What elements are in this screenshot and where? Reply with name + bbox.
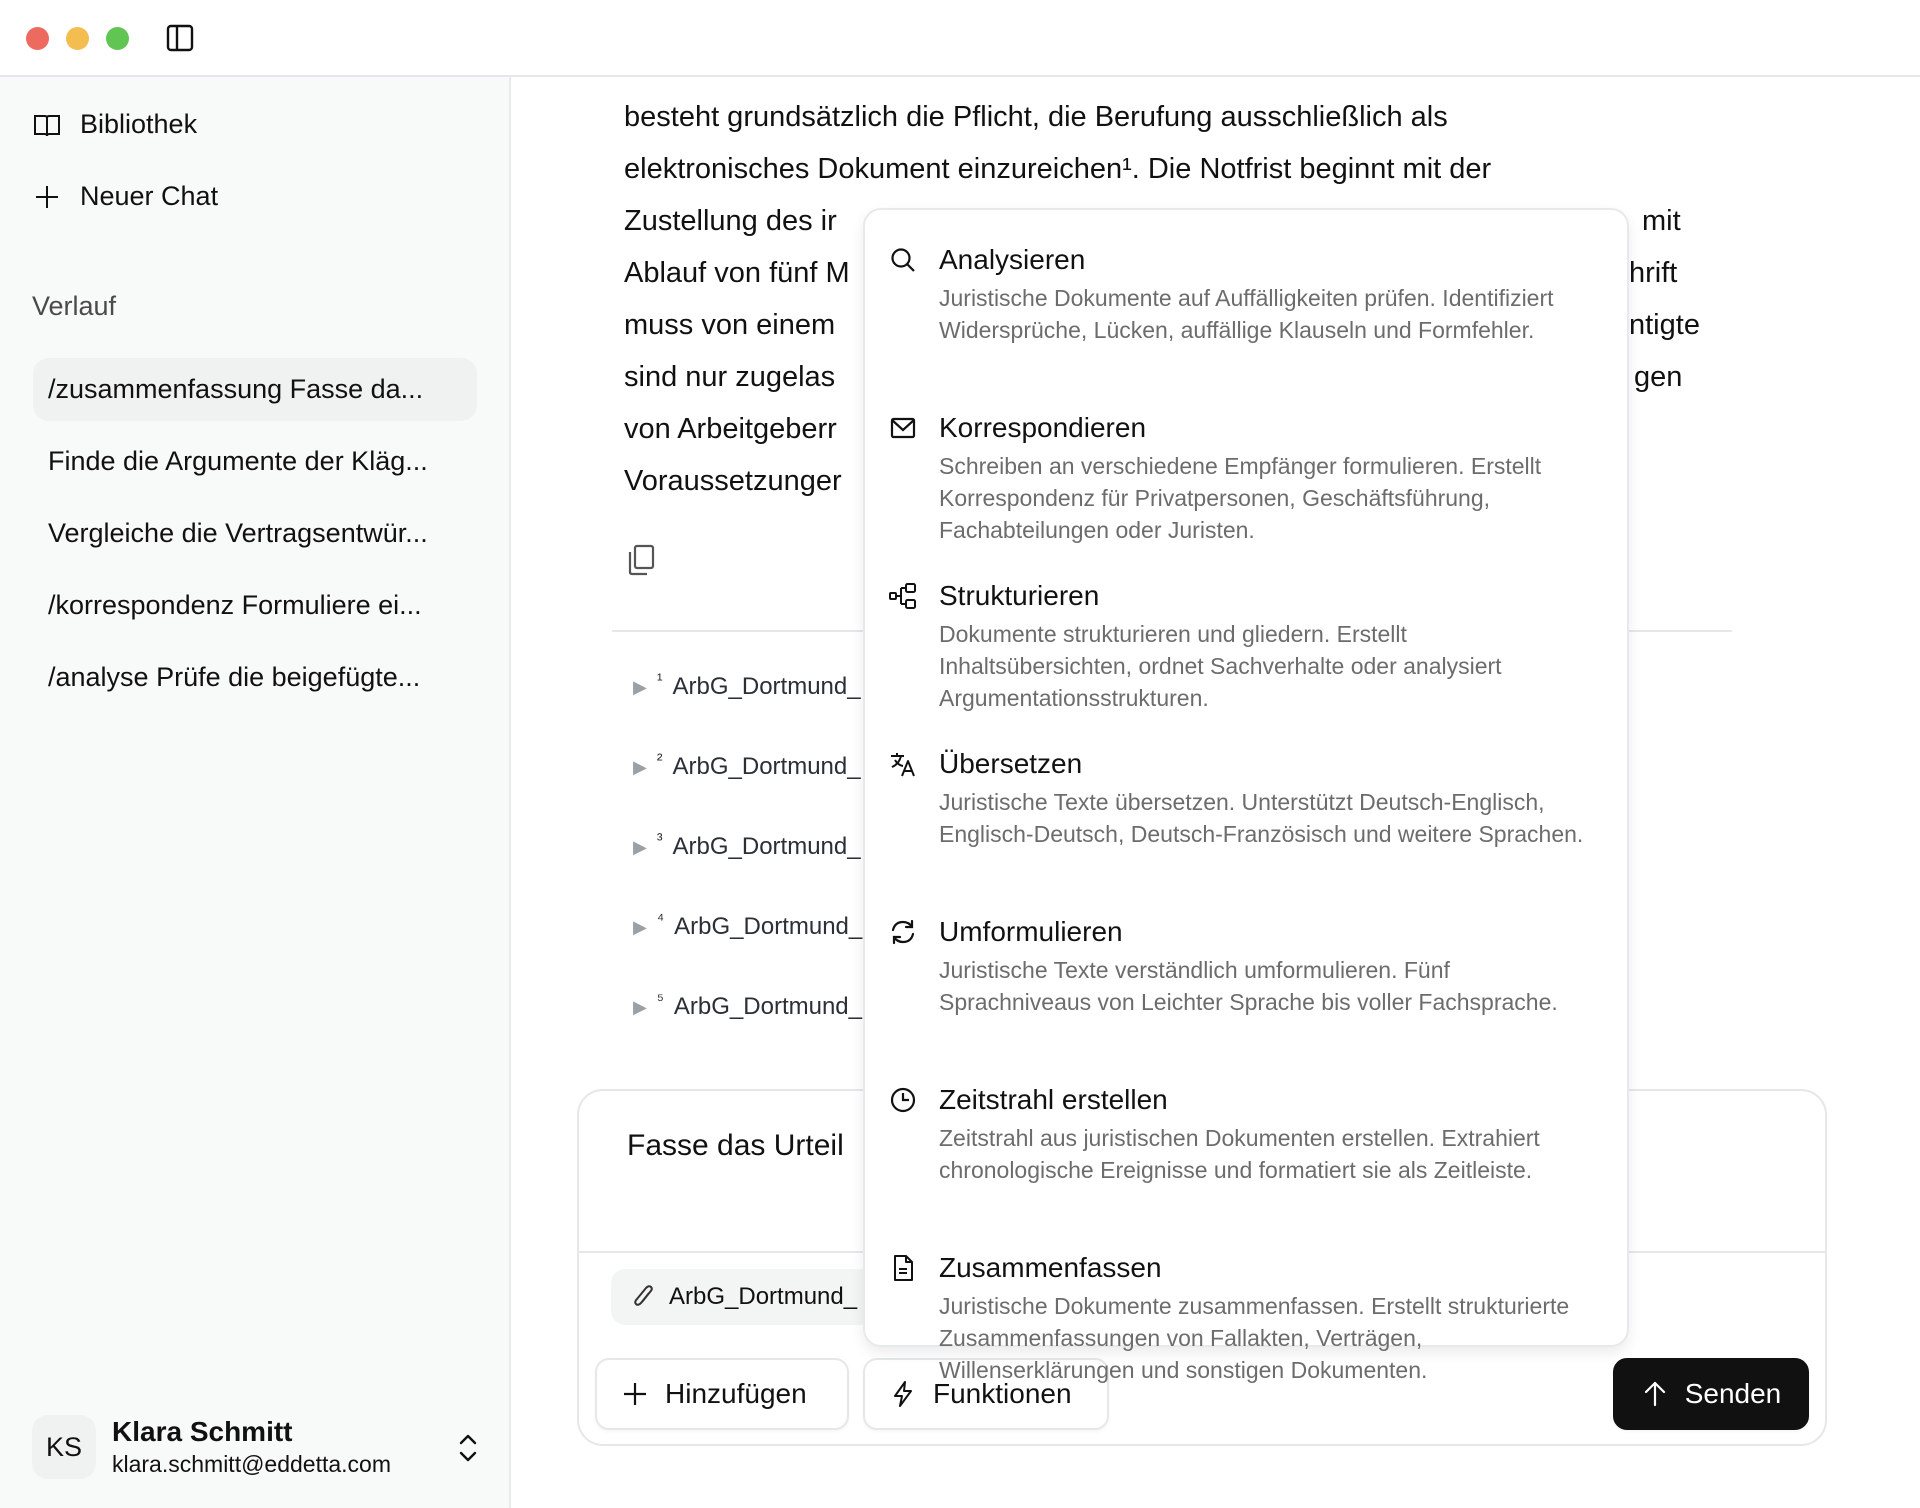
history-item[interactable] — [33, 358, 477, 421]
add-button[interactable]: Hinzufügen — [595, 1358, 849, 1430]
user-name: Klara Schmitt — [112, 1416, 293, 1447]
footnote-source[interactable]: ▶ ¹ ArbG_Dortmund_ — [633, 670, 861, 700]
refresh-icon — [889, 918, 917, 946]
sidebar-item-label: Neuer Chat — [80, 181, 219, 211]
copy-icon[interactable] — [625, 543, 657, 577]
history-item-label: /analyse Prüfe die beigefügte... — [48, 662, 421, 692]
answer-line: von Arbeitgeberr — [624, 413, 837, 445]
answer-line: elektronisches Dokument einzureichen¹. Die Notfrist beginnt mit der — [624, 153, 1492, 185]
history-item-label: Vergleiche die Vertragsentwür... — [48, 518, 428, 548]
disclosure-triangle-icon: ▶ — [633, 836, 647, 857]
arrow-up-icon — [1641, 1380, 1669, 1408]
functions-button[interactable]: Funktionen — [863, 1358, 1109, 1430]
translate-icon — [889, 750, 917, 778]
footnote-source[interactable]: ▶ ⁵ ArbG_Dortmund_ — [633, 990, 862, 1020]
history-section-label: Verlauf — [32, 291, 117, 321]
menu-item-strukturieren[interactable]: Strukturieren Dokumente strukturieren und gliedern. Erstellt Inhaltsübersichten, ordnet Sachverhalte oder analysiert Argumentationsstrukturen. — [865, 566, 1627, 726]
history-item-label: /korrespondenz Formuliere ei... — [48, 590, 422, 620]
answer-line: besteht grundsätzlich die Pflicht, die Berufung ausschließlich als — [624, 101, 1448, 133]
avatar: KS — [32, 1415, 96, 1479]
user-email: klara.schmitt@eddetta.com — [112, 1451, 392, 1477]
book-icon — [32, 110, 62, 140]
document-icon — [889, 1254, 917, 1282]
footnote-source[interactable]: ▶ ³ ArbG_Dortmund_ — [633, 830, 861, 860]
attachment-chip[interactable] — [611, 1269, 881, 1325]
sidebar — [0, 77, 511, 1508]
history-item-label: /zusammenfassung Fasse da... — [48, 374, 424, 404]
menu-item-zusammenfassen[interactable]: Zusammenfassen Juristische Dokumente zusammenfassen. Erstellt strukturierte Zusammenfassungen von Fallakten, Verträgen, Willenserklärungen und sonstigen Dokumenten. — [865, 1238, 1627, 1398]
close-window-button[interactable] — [26, 27, 49, 50]
menu-item-uebersetzen[interactable]: Übersetzen Juristische Texte übersetzen. Unterstützt Deutsch-Englisch, Englisch-Deutsch, Deutsch-Französisch und weitere Sprachen. — [865, 734, 1627, 894]
history-item[interactable] — [33, 430, 477, 493]
functions-menu — [863, 208, 1629, 1383]
footnote-source[interactable]: ▶ ² ArbG_Dortmund_ — [633, 750, 861, 780]
menu-item-korrespondieren[interactable]: Korrespondieren Schreiben an verschiedene Empfänger formulieren. Erstellt Korrespondenz für Privatpersonen, Geschäftsführung, Fachabteilungen oder Juristen. — [865, 398, 1627, 558]
attachment-name: ArbG_Dortmund_ — [669, 1283, 858, 1310]
disclosure-triangle-icon: ▶ — [633, 756, 647, 777]
history-item-label: Finde die Argumente der Kläg... — [48, 446, 428, 476]
answer-line: Voraussetzunger — [624, 465, 842, 497]
answer-line: muss von einem ntigte — [624, 309, 1700, 341]
minimize-window-button[interactable] — [66, 27, 89, 50]
plus-icon — [621, 1380, 649, 1408]
history-item[interactable] — [33, 574, 477, 637]
paperclip-icon — [633, 1284, 655, 1310]
search-icon — [889, 246, 917, 274]
menu-item-zeitstrahl[interactable]: Zeitstrahl erstellen Zeitstrahl aus juristischen Dokumenten erstellen. Extrahiert chronologische Ereignisse und formatiert sie als Zeitleiste. — [865, 1070, 1627, 1230]
structure-icon — [889, 582, 917, 610]
disclosure-triangle-icon: ▶ — [633, 916, 647, 937]
mail-icon — [889, 414, 917, 442]
answer-line: sind nur zugelas gen — [624, 361, 1683, 393]
zoom-window-button[interactable] — [106, 27, 129, 50]
answer-line: Zustellung des ir mit — [624, 205, 1681, 237]
new-chat-button[interactable] — [32, 181, 218, 212]
history-item[interactable] — [33, 646, 477, 709]
sidebar-item-label: Bibliothek — [80, 109, 198, 139]
send-button[interactable]: Senden — [1613, 1358, 1809, 1430]
answer-line: Ablauf von fünf M hrift — [624, 257, 1678, 289]
footnote-source[interactable]: ▶ ⁴ ArbG_Dortmund_ — [633, 910, 863, 940]
menu-item-umformulieren[interactable]: Umformulieren Juristische Texte verständlich umformulieren. Fünf Sprachniveaus von Leichter Sprache bis voller Fachsprache. — [865, 902, 1627, 1062]
disclosure-triangle-icon: ▶ — [633, 676, 647, 697]
clock-icon — [889, 1086, 917, 1114]
menu-item-analysieren[interactable]: Analysieren Juristische Dokumente auf Auffälligkeiten prüfen. Identifiziert Widersprüche, Lücken, auffällige Klauseln und Formfehler. — [865, 230, 1627, 390]
plus-icon — [32, 182, 62, 212]
sidebar-toggle-icon[interactable] — [165, 23, 195, 53]
history-item[interactable] — [33, 502, 477, 565]
user-account-menu[interactable] — [32, 1411, 482, 1483]
chevron-up-down-icon — [454, 1431, 482, 1465]
disclosure-triangle-icon: ▶ — [633, 996, 647, 1017]
user-info — [112, 1415, 391, 1479]
sidebar-item-bibliothek[interactable] — [32, 109, 197, 140]
titlebar — [0, 0, 1920, 77]
